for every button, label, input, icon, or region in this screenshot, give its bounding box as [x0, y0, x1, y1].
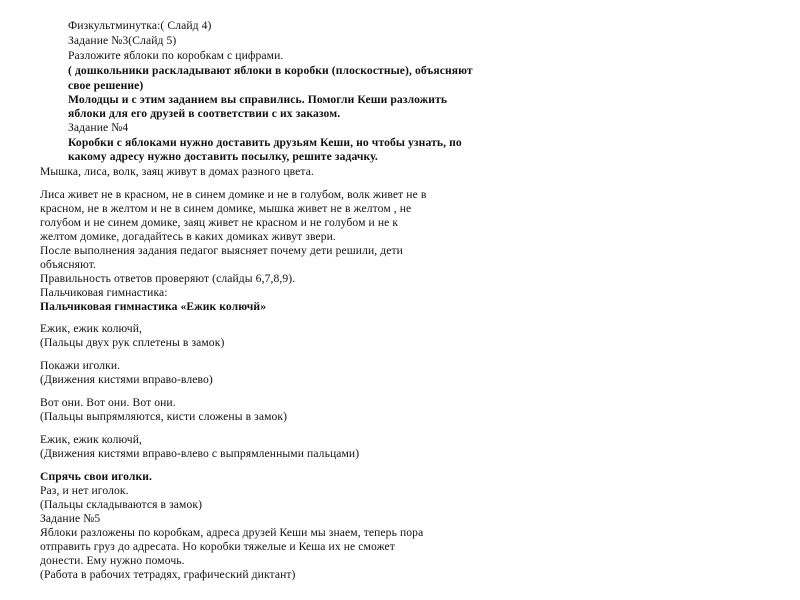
text-line: объясняют.	[40, 258, 97, 271]
text-line: Спрячь свои иголки.	[40, 470, 153, 483]
text-line: Задание №3(Слайд 5)	[68, 34, 177, 47]
text-line: Яблоки разложены по коробкам, адреса друзей Кеши мы знаем, теперь пора	[40, 526, 424, 539]
text-line: Молодцы и с этим заданием вы справились. Помогли Кеши разложить	[68, 93, 448, 106]
text-line: Разложите яблоки по коробкам с цифрами.	[68, 49, 284, 62]
text-line: Задание №4	[68, 121, 129, 134]
text-line: отправить груз до адресата. Но коробки тяжелые и Кеша их не сможет	[40, 540, 395, 553]
text-line: Лиса живет не в красном, не в синем домике и не в голубом, волк живет не в	[40, 188, 427, 201]
text-line: (Работа в рабочих тетрадях, графический диктант)	[40, 568, 296, 581]
text-line: свое решение)	[68, 79, 144, 92]
text-line: какому адресу нужно доставить посылку, решите задачку.	[68, 150, 378, 163]
text-line: Раз, и нет иголок.	[40, 484, 129, 497]
text-line: желтом домике, догадайтесь в каких домиках живут звери.	[40, 230, 336, 243]
text-line: Ежик, ежик колючй,	[40, 433, 143, 446]
text-line: Покажи иголки.	[40, 359, 121, 372]
text-line: ( дошкольники раскладывают яблоки в коробки (плоскостные), объясняют	[68, 64, 473, 77]
text-line: Пальчиковая гимнастика:	[40, 286, 168, 299]
text-line: голубом и не синем домике, заяц живет не красном и не голубом и не к	[40, 216, 399, 229]
text-line: Пальчиковая гимнастика «Ежик колючй»	[40, 300, 267, 313]
text-line: (Движения кистями вправо-влево с выпрямленными пальцами)	[40, 447, 360, 460]
text-line: Коробки с яблоками нужно доставить друзьям Кеши, но чтобы узнать, по	[68, 136, 462, 149]
text-line: Физкультминутка:( Слайд 4)	[68, 19, 212, 32]
text-line: Задание №5	[40, 512, 101, 525]
text-line: (Движения кистями вправо-влево)	[40, 373, 213, 386]
text-line: После выполнения задания педагог выясняет почему дети решили, дети	[40, 244, 403, 257]
text-line: Вот они. Вот они. Вот они.	[40, 396, 176, 409]
text-line: Мышка, лиса, волк, заяц живут в домах разного цвета.	[40, 165, 314, 178]
text-line: донести. Ему нужно помочь.	[40, 554, 185, 567]
text-line: (Пальцы выпрямляются, кисти сложены в замок)	[40, 410, 288, 423]
text-line: Ежик, ежик колючй,	[40, 322, 143, 335]
text-line: (Пальцы складываются в замок)	[40, 498, 203, 511]
text-line: красном, не в желтом и не в синем домике, мышка живет не в желтом , не	[40, 202, 412, 215]
text-line: яблоки для его друзей в соответствии с их заказом.	[68, 107, 341, 120]
text-line: Правильность ответов проверяют (слайды 6,7,8,9).	[40, 272, 296, 285]
text-line: (Пальцы двух рук сплетены в замок)	[40, 336, 225, 349]
